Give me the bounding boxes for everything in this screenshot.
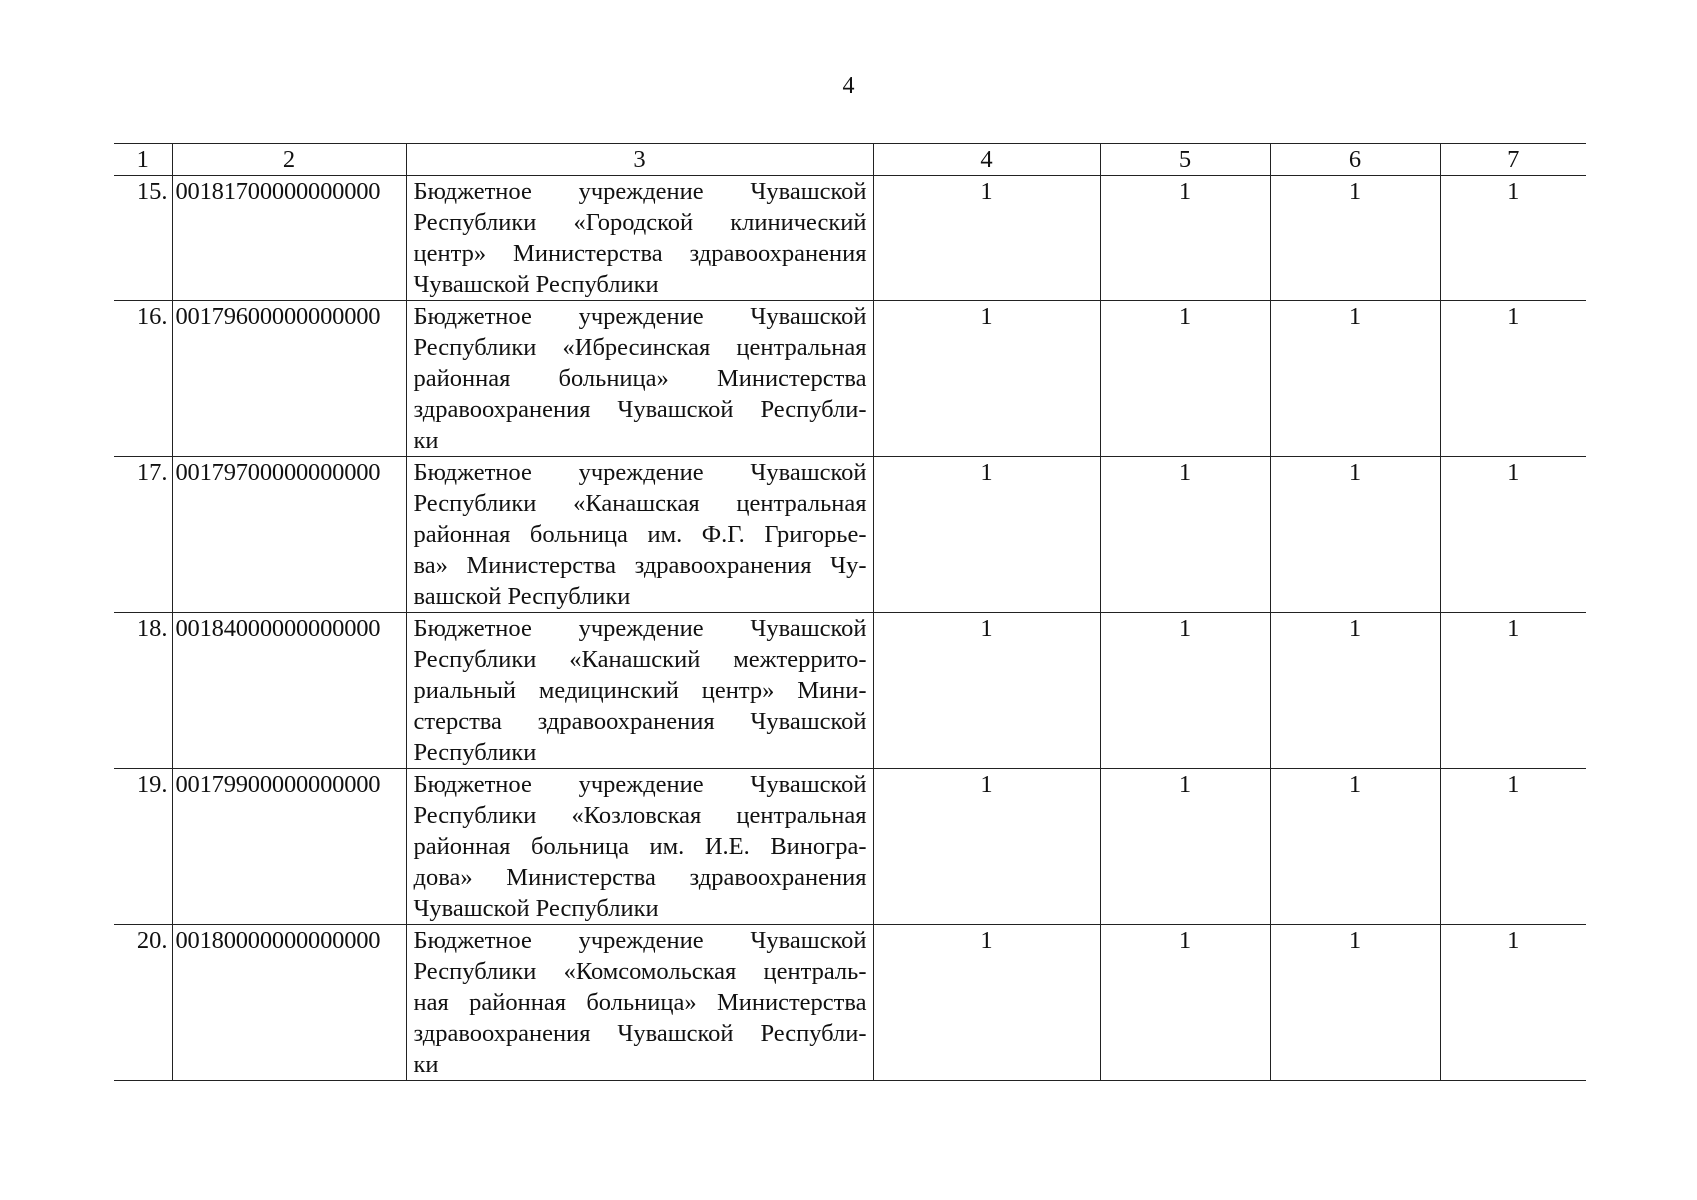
value-cell-col5: 1 [1100,613,1270,769]
institution-name-line: Бюджетное учреждение Чувашской [413,927,867,954]
table-header-row [114,144,1586,176]
table-row [114,176,1586,301]
value-cell-col6: 1 [1270,301,1440,457]
institution-code: 00179700000000000 [172,457,406,613]
value-cell-col5: 1 [1100,925,1270,1081]
value-cell-col4: 1 [873,769,1100,925]
value-cell-col5: 1 [1100,176,1270,301]
value-cell-col7: 1 [1440,925,1586,1081]
institution-code: 00181700000000000 [172,176,406,301]
value-cell-col7: 1 [1440,457,1586,613]
row-number: 15. [114,176,172,301]
document-table [114,143,1586,1081]
institution-name-line: Республики «Ибресинская центральная [413,334,867,361]
row-number: 18. [114,613,172,769]
institution-name [406,613,873,769]
page-number: 4 [842,73,855,99]
institution-name-line: районная больница им. Ф.Г. Григорье- [413,521,867,548]
table-body [114,176,1586,1081]
institution-name-line: центр» Министерства здравоохранения [413,240,867,267]
row-number: 19. [114,769,172,925]
institution-name-line: Республики «Городской клинический [413,209,867,236]
header-cell-4: 4 [873,144,1100,176]
value-cell-col7: 1 [1440,176,1586,301]
institution-name-line: ная районная больница» Министерства [413,989,867,1016]
institution-name-line: Бюджетное учреждение Чувашской [413,771,867,798]
table-row [114,613,1586,769]
institution-code: 00184000000000000 [172,613,406,769]
value-cell-col7: 1 [1440,769,1586,925]
institution-code: 00180000000000000 [172,925,406,1081]
institution-name-line: дова» Министерства здравоохранения [413,864,867,891]
value-cell-col7: 1 [1440,301,1586,457]
institution-name-line: Чувашской Республики [413,271,659,298]
institution-name-line: ки [413,1051,439,1078]
institution-name-line: Республики [413,739,537,766]
institution-name [406,457,873,613]
institution-name-line: Чувашской Республики [413,895,659,922]
value-cell-col7: 1 [1440,613,1586,769]
institution-code: 00179900000000000 [172,769,406,925]
institution-name-line: риальный медицинский центр» Мини- [413,677,867,704]
header-cell-2: 2 [172,144,406,176]
institution-name-line: Республики «Канашская центральная [413,490,867,517]
institution-name-line: районная больница им. И.Е. Виногра- [413,833,867,860]
institution-name-line: ва» Министерства здравоохранения Чу- [413,552,867,579]
institution-name-line: Республики «Канашский межтеррито- [413,646,867,673]
value-cell-col6: 1 [1270,613,1440,769]
institution-name [406,176,873,301]
value-cell-col5: 1 [1100,457,1270,613]
header-cell-1: 1 [114,144,172,176]
value-cell-col4: 1 [873,925,1100,1081]
row-number: 20. [114,925,172,1081]
institution-name-line: Республики «Козловская центральная [413,802,867,829]
institution-name [406,925,873,1081]
value-cell-col4: 1 [873,457,1100,613]
institution-name [406,769,873,925]
value-cell-col6: 1 [1270,769,1440,925]
value-cell-col6: 1 [1270,457,1440,613]
value-cell-col4: 1 [873,301,1100,457]
institution-name-line: Республики «Комсомольская централь- [413,958,867,985]
value-cell-col4: 1 [873,613,1100,769]
header-cell-5: 5 [1100,144,1270,176]
institution-name-line: Бюджетное учреждение Чувашской [413,303,867,330]
institution-name-line: здравоохранения Чувашской Республи- [413,396,867,423]
value-cell-col5: 1 [1100,301,1270,457]
institution-name-line: Бюджетное учреждение Чувашской [413,459,867,486]
institution-name-line: вашской Республики [413,583,631,610]
table-row [114,769,1586,925]
header-cell-6: 6 [1270,144,1440,176]
row-number: 17. [114,457,172,613]
institution-name-line: Бюджетное учреждение Чувашской [413,178,867,205]
institution-name [406,301,873,457]
institution-code: 00179600000000000 [172,301,406,457]
row-number: 16. [114,301,172,457]
institution-name-line: стерства здравоохранения Чувашской [413,708,867,735]
institution-name-line: ки [413,427,439,454]
value-cell-col4: 1 [873,176,1100,301]
table-row [114,925,1586,1081]
header-cell-7: 7 [1440,144,1586,176]
table-row [114,301,1586,457]
header-cell-3: 3 [406,144,873,176]
value-cell-col6: 1 [1270,176,1440,301]
institution-name-line: районная больница» Министерства [413,365,867,392]
institution-name-line: здравоохранения Чувашской Республи- [413,1020,867,1047]
table-row [114,457,1586,613]
value-cell-col6: 1 [1270,925,1440,1081]
institution-name-line: Бюджетное учреждение Чувашской [413,615,867,642]
value-cell-col5: 1 [1100,769,1270,925]
